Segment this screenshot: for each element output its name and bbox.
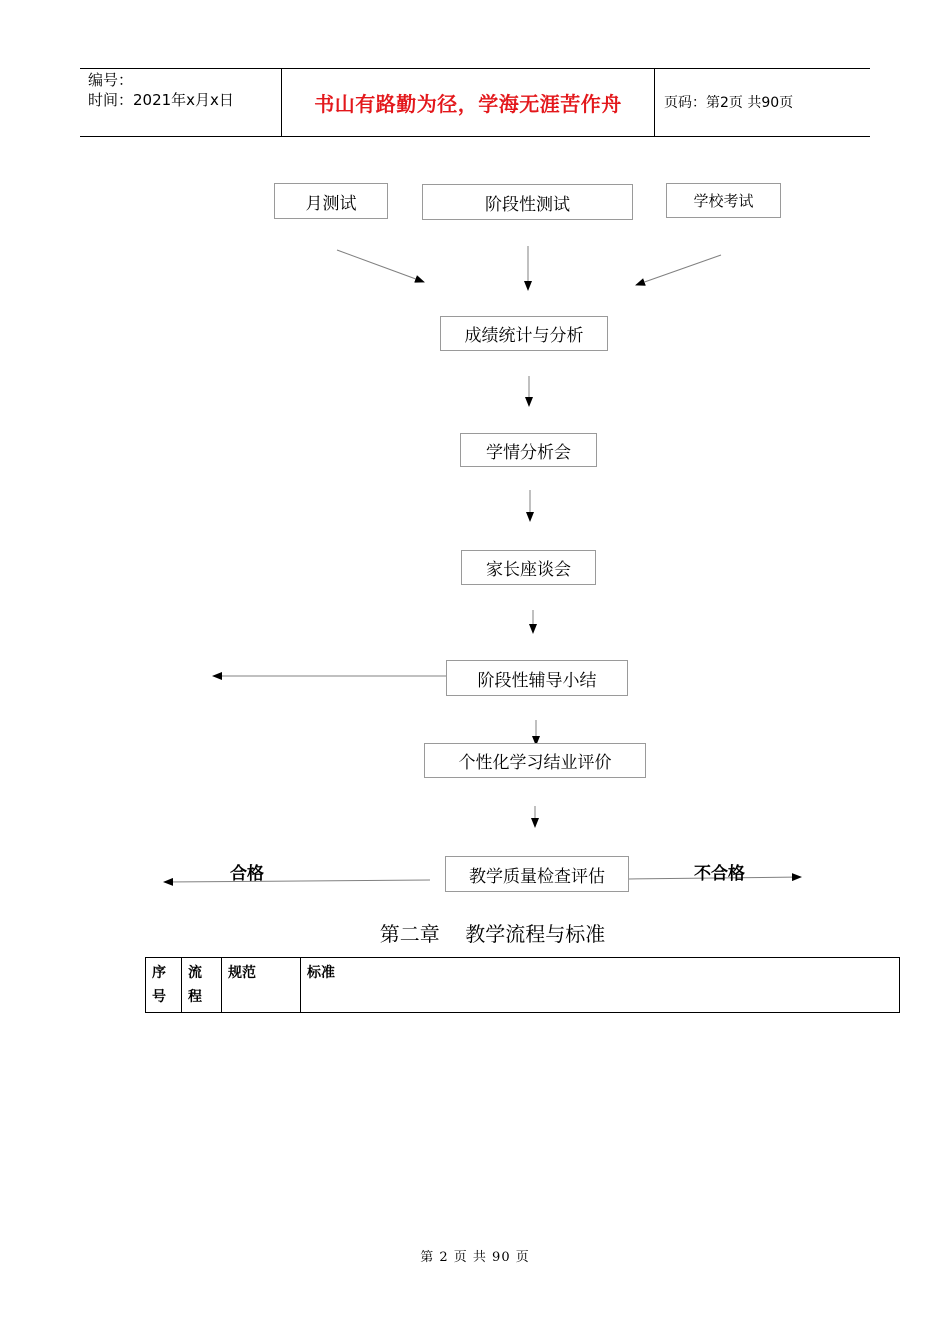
label-fail: 不合格 [694, 864, 745, 884]
header-motto: 书山有路勤为径，学海无涯苦作舟 [314, 91, 622, 116]
standards-table [145, 957, 900, 1013]
node-stage-test: 阶段性测试 [422, 184, 633, 220]
header-number-label: 编号： [88, 71, 134, 89]
header-cell-standard: 标准 [301, 958, 900, 1013]
node-monthly-test: 月测试 [274, 183, 388, 219]
header-cell-seq: 序号 [146, 958, 182, 1013]
node-learning-meeting: 学情分析会 [460, 433, 597, 467]
arrow-monthly-to-stats [337, 250, 424, 282]
header-date-label: 时间：2021年x月x日 [88, 91, 234, 109]
arrow-quality-pass [164, 880, 430, 882]
node-personal-eval: 个性化学习结业评价 [424, 743, 646, 778]
table-header-row [146, 958, 900, 1013]
node-quality-check: 教学质量检查评估 [445, 856, 629, 892]
arrow-school-to-stats [636, 255, 721, 285]
header-cell-process: 流程 [182, 958, 222, 1013]
header-cell-norm: 规范 [222, 958, 301, 1013]
node-parent-meeting: 家长座谈会 [461, 550, 596, 585]
node-school-exam: 学校考试 [666, 183, 781, 218]
node-stage-summary: 阶段性辅导小结 [446, 660, 628, 696]
node-score-stats: 成绩统计与分析 [440, 316, 608, 351]
header-page-label: 页码：第2页 共90页 [664, 95, 794, 111]
label-pass: 合格 [230, 864, 264, 884]
page-footer: 第 2 页 共 90 页 [420, 1250, 530, 1265]
chapter-title: 第二章 教学流程与标准 [379, 922, 606, 946]
